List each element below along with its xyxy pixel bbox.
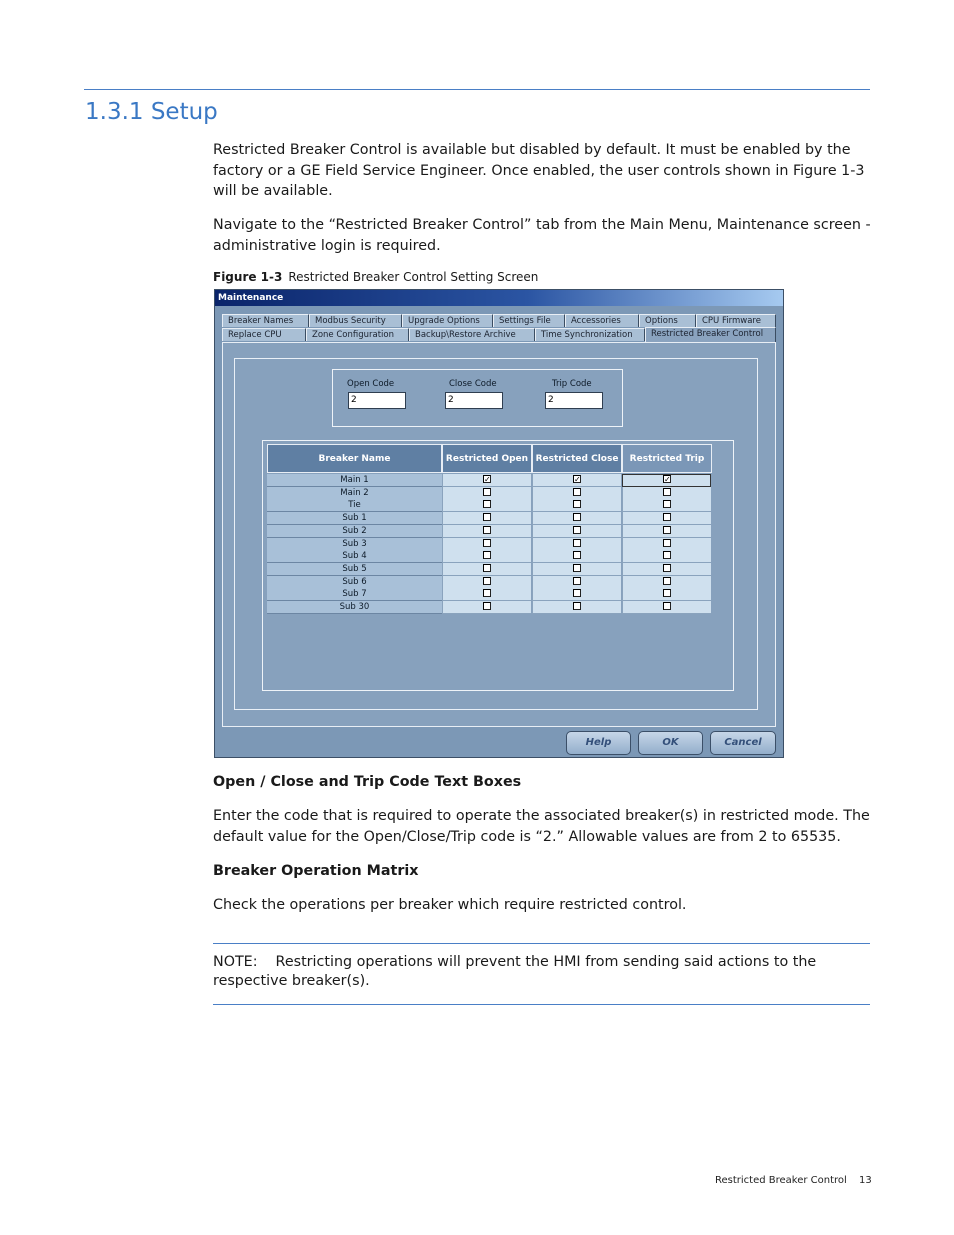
breaker-row-name: Main 2 xyxy=(267,487,442,500)
matrix-cell-trip xyxy=(622,487,711,500)
restricted-trip-checkbox[interactable] xyxy=(663,526,671,534)
matrix-cell-close xyxy=(532,487,621,500)
restricted-open-checkbox[interactable] xyxy=(483,602,491,610)
intro-paragraph-2: Navigate to the “Restricted Breaker Control” tab from the Main Menu, Maintenance screen - administrative login is required. xyxy=(213,217,871,254)
restricted-close-checkbox[interactable] xyxy=(573,526,581,534)
matrix-cell-close xyxy=(532,576,621,589)
tab-restricted-breaker-control[interactable]: Restricted Breaker Control xyxy=(645,327,776,342)
matrix-cell-trip xyxy=(622,563,711,576)
figure-caption-text: Restricted Breaker Control Setting Screen xyxy=(288,270,539,284)
matrix-cell-open xyxy=(442,487,531,500)
close-code-label: Close Code xyxy=(449,379,497,389)
tab-modbus-security[interactable]: Modbus Security xyxy=(309,314,402,327)
matrix-cell-open xyxy=(442,474,531,487)
maintenance-window xyxy=(214,289,784,758)
note xyxy=(213,953,873,991)
matrix-cell-close xyxy=(532,525,621,538)
restricted-trip-checkbox[interactable] xyxy=(663,488,671,496)
open-code-input[interactable]: 2 xyxy=(348,392,406,409)
breaker-row-name: Sub 1 xyxy=(267,512,442,525)
matrix-section-heading: Breaker Operation Matrix xyxy=(213,863,419,879)
restricted-open-checkbox[interactable] xyxy=(483,488,491,496)
breaker-row-name: Sub 4 xyxy=(267,550,442,563)
intro-paragraph-1: Restricted Breaker Control is available but disabled by default. It must be enabled by the factory or a GE Field Service Engineer. Once enabled, the user controls shown in Figure 1-3 will be available. xyxy=(213,142,865,199)
restricted-open-checkbox[interactable] xyxy=(483,539,491,547)
matrix-cell-trip xyxy=(622,550,711,563)
breaker-row-name: Sub 30 xyxy=(267,601,442,614)
codes-section-body: Enter the code that is required to operate the associated breaker(s) in restricted mode. The default value for the Open/Close/Trip code is “2.” Allowable values are from 2 to 65535. xyxy=(213,808,870,845)
header-restricted-open: Restricted Open xyxy=(442,444,532,473)
breaker-row-name: Main 1 xyxy=(267,474,442,487)
restricted-close-checkbox[interactable] xyxy=(573,513,581,521)
matrix-cell-open xyxy=(442,550,531,563)
tab-breaker-names[interactable]: Breaker Names xyxy=(222,314,309,327)
open-code-label: Open Code xyxy=(347,379,395,389)
matrix-cell-close xyxy=(532,512,621,525)
ok-button[interactable]: OK xyxy=(638,731,703,755)
note-label: NOTE: xyxy=(213,954,258,970)
restricted-trip-checkbox[interactable] xyxy=(663,602,671,610)
figure-caption xyxy=(213,270,538,284)
restricted-close-checkbox[interactable] xyxy=(573,488,581,496)
restricted-trip-checkbox[interactable] xyxy=(663,577,671,585)
tab-replace-cpu[interactable]: Replace CPU xyxy=(222,328,306,341)
restricted-trip-checkbox[interactable]: ✓ xyxy=(664,475,671,484)
restricted-trip-checkbox[interactable] xyxy=(663,539,671,547)
restricted-close-checkbox[interactable]: ✓ xyxy=(574,475,581,484)
header-restricted-trip: Restricted Trip xyxy=(622,444,712,473)
header-restricted-close: Restricted Close xyxy=(532,444,622,473)
matrix-cell-close xyxy=(532,538,621,551)
matrix-cell-trip xyxy=(622,601,711,614)
matrix-cell-trip xyxy=(622,525,711,538)
note-text: Restricting operations will prevent the HMI from sending said actions to the respective breaker(s). xyxy=(213,954,817,989)
restricted-open-checkbox[interactable] xyxy=(483,564,491,572)
tab-settings-file[interactable]: Settings File xyxy=(493,314,565,327)
trip-code-input[interactable]: 2 xyxy=(545,392,603,409)
footer-page-number: 13 xyxy=(859,1175,872,1186)
breaker-row-name: Sub 3 xyxy=(267,538,442,551)
restricted-trip-checkbox[interactable] xyxy=(663,564,671,572)
figure-number: Figure 1-3 xyxy=(213,270,283,284)
cancel-button[interactable]: Cancel xyxy=(710,731,776,755)
matrix-cell-trip xyxy=(622,588,711,601)
restricted-close-checkbox[interactable] xyxy=(573,539,581,547)
matrix-cell-close xyxy=(532,474,621,487)
restricted-close-checkbox[interactable] xyxy=(573,551,581,559)
restricted-open-checkbox[interactable] xyxy=(483,551,491,559)
tab-options[interactable]: Options xyxy=(639,314,696,327)
restricted-trip-checkbox[interactable] xyxy=(663,513,671,521)
restricted-trip-checkbox[interactable] xyxy=(663,500,671,508)
restricted-close-checkbox[interactable] xyxy=(573,589,581,597)
matrix-cell-open xyxy=(442,512,531,525)
breaker-row-name: Sub 5 xyxy=(267,563,442,576)
tab-cpu-firmware[interactable]: CPU Firmware xyxy=(696,314,776,327)
tab-time-synchronization[interactable]: Time Synchronization xyxy=(535,328,645,341)
matrix-cell-open xyxy=(442,538,531,551)
matrix-cell-open xyxy=(442,576,531,589)
breaker-row-name: Sub 2 xyxy=(267,525,442,538)
footer-chapter: Restricted Breaker Control xyxy=(715,1175,847,1186)
matrix-cell-open xyxy=(442,563,531,576)
tab-backup-restore-archive[interactable]: Backup\Restore Archive xyxy=(409,328,535,341)
matrix-cell-open xyxy=(442,525,531,538)
restricted-open-checkbox[interactable] xyxy=(483,577,491,585)
matrix-cell-close xyxy=(532,563,621,576)
breaker-row-name: Sub 7 xyxy=(267,588,442,601)
restricted-close-checkbox[interactable] xyxy=(573,602,581,610)
restricted-trip-checkbox[interactable] xyxy=(663,551,671,559)
restricted-close-checkbox[interactable] xyxy=(573,500,581,508)
matrix-cell-close xyxy=(532,499,621,512)
tab-upgrade-options[interactable]: Upgrade Options xyxy=(402,314,493,327)
close-code-input[interactable]: 2 xyxy=(445,392,503,409)
restricted-close-checkbox[interactable] xyxy=(573,577,581,585)
trip-code-label: Trip Code xyxy=(552,379,592,389)
breaker-row-name: Sub 6 xyxy=(267,576,442,589)
matrix-cell-open xyxy=(442,588,531,601)
matrix-cell-close xyxy=(532,550,621,563)
matrix-cell-trip xyxy=(622,576,711,589)
breaker-row-name: Tie xyxy=(267,499,442,512)
note-bottom-rule xyxy=(213,1004,870,1005)
top-rule xyxy=(84,89,870,90)
restricted-trip-checkbox[interactable] xyxy=(663,589,671,597)
matrix-cell-trip xyxy=(622,474,711,487)
header-breaker-name: Breaker Name xyxy=(267,444,442,473)
matrix-section-body: Check the operations per breaker which require restricted control. xyxy=(213,897,687,913)
matrix-cell-close xyxy=(532,588,621,601)
section-title: 1.3.1 Setup xyxy=(85,99,218,125)
window-title: Maintenance xyxy=(215,290,783,306)
help-button[interactable]: Help xyxy=(566,731,631,755)
note-top-rule xyxy=(213,943,870,944)
matrix-cell-trip xyxy=(622,538,711,551)
restricted-open-checkbox[interactable]: ✓ xyxy=(484,475,491,484)
matrix-cell-close xyxy=(532,601,621,614)
matrix-cell-open xyxy=(442,499,531,512)
restricted-open-checkbox[interactable] xyxy=(483,500,491,508)
restricted-close-checkbox[interactable] xyxy=(573,564,581,572)
restricted-open-checkbox[interactable] xyxy=(483,526,491,534)
matrix-cell-trip xyxy=(622,499,711,512)
restricted-open-checkbox[interactable] xyxy=(483,589,491,597)
codes-section-heading: Open / Close and Trip Code Text Boxes xyxy=(213,774,522,790)
matrix-cell-trip xyxy=(622,512,711,525)
tab-zone-configuration[interactable]: Zone Configuration xyxy=(306,328,409,341)
matrix-cell-open xyxy=(442,601,531,614)
tab-accessories[interactable]: Accessories xyxy=(565,314,639,327)
restricted-open-checkbox[interactable] xyxy=(483,513,491,521)
